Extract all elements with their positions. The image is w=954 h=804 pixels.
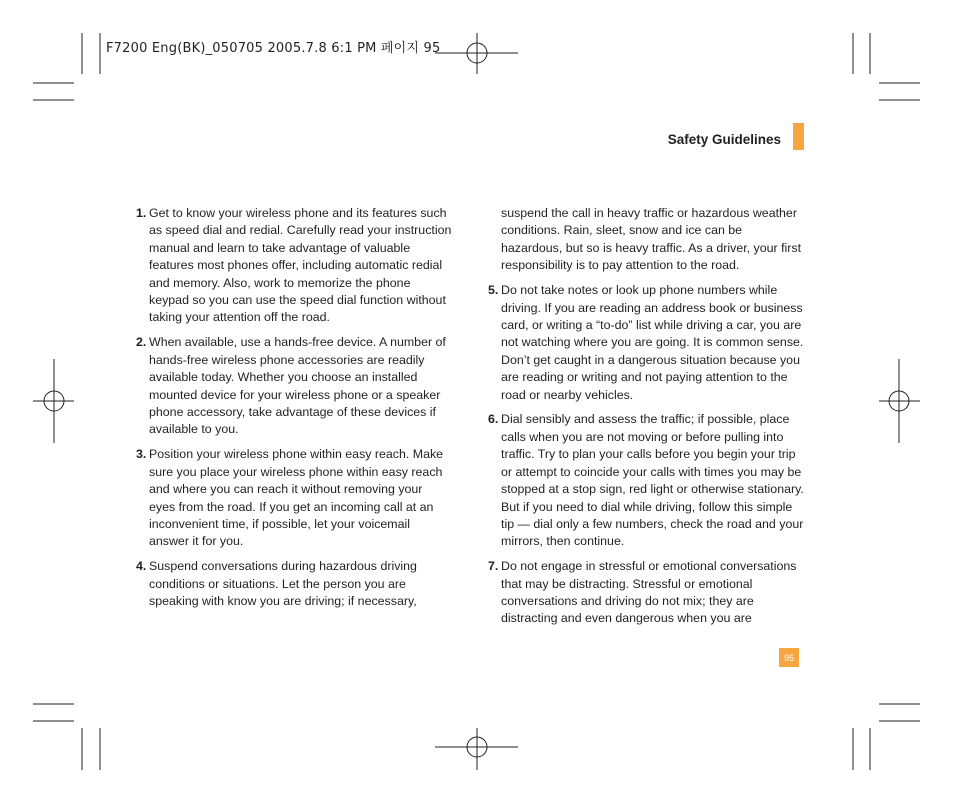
item-text: Do not take notes or look up phone numbers while driving. If you are reading an address book or business card, or writing a “to-do” list while driving a car, you are not watching where you are going. It is common sense. Don’t get caught in a dangerous situation because you are reading or writing and not paying attention to the road or nearby vehicles. <box>501 283 804 402</box>
item-number: 2. <box>136 335 147 350</box>
list-item-continuation <box>488 205 806 275</box>
item-number: 1. <box>136 206 147 220</box>
list-item <box>136 446 452 550</box>
item-number: 7. <box>488 559 499 574</box>
item-text: Position your wireless phone within easy reach. Make sure you place your wireless phone within easy reach and where you can reach it without removing your eyes from the road. If you get an incoming call at an inconvenient time, if possible, let your voicemail answer it for you. <box>149 447 444 549</box>
list-item <box>488 411 806 550</box>
list-item <box>488 558 806 628</box>
item-number: 4. <box>136 559 147 574</box>
page-number: 95 <box>779 648 799 667</box>
item-text: When available, use a hands-free device. A number of hands-free wireless phone accessories are readily available today. Whether you choose an installed mounted device for your wireless phone or a speaker phone accessory, take advantage of these devices if available to you. <box>149 335 446 437</box>
list-item <box>136 205 452 327</box>
item-text: Suspend conversations during hazardous driving conditions or situations. Let the person you are speaking with know you are driving; if necessary, <box>149 559 417 609</box>
item-text: Do not engage in stressful or emotional conversations that may be distracting. Stressful or emotional conversations and driving do not mix; they are distracting and even dangerous when you are <box>501 559 797 626</box>
item-number: 5. <box>488 283 499 298</box>
item-text: Get to know your wireless phone and its features such as speed dial and redial. Carefully read your instruction manual and learn to take advantage of valuable features most phones offer, including automatic redial and memory. Also, work to memorize the phone keypad so you can use the speed dial function without taking your attention off the road. <box>149 206 452 325</box>
item-text: Dial sensibly and assess the traffic; if possible, place calls when you are not moving or before pulling into traffic. Try to plan your calls before you begin your trip or attempt to coincide your calls with times you may be stopped at a stop sign, red light or otherwise stationary. But if you need to dial while driving, follow this simple tip — dial only a few numbers, check the road and your mirrors, then continue. <box>501 412 804 549</box>
item-number: 6. <box>488 412 499 427</box>
left-column <box>136 205 452 618</box>
item-number: 3. <box>136 447 147 462</box>
section-tab <box>793 123 804 150</box>
item-text: suspend the call in heavy traffic or hazardous weather conditions. Rain, sleet, snow and ice can be hazardous, but so is heavy traffic. As a driver, your first responsibility is to pay attention to the road. <box>501 206 802 273</box>
list-item <box>488 282 806 404</box>
list-item <box>136 334 452 438</box>
list-item <box>136 558 452 610</box>
right-column <box>488 205 806 635</box>
print-slug: F7200 Eng(BK)_050705 2005.7.8 6:1 PM 페이지 95 <box>106 41 441 56</box>
section-title: Safety Guidelines <box>667 132 781 147</box>
